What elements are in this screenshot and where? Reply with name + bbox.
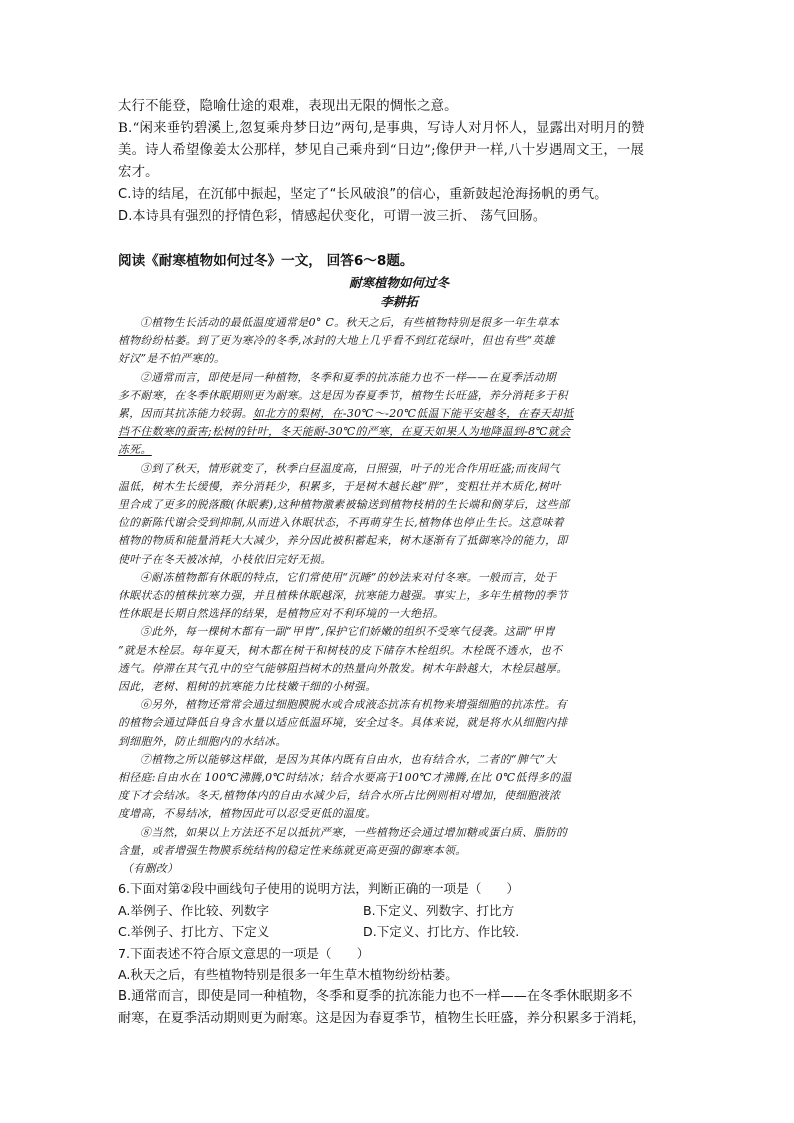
questions bbox=[118, 878, 680, 1030]
question-6: 6.下面对第②段中画线句子使用的说明方法，判断正确的一项是（ ） bbox=[118, 881, 520, 897]
paragraph-6-line: ⑥另外，植物还常常会通过细胞膜脱水或合成液态抗冻有机物来增强细胞的抗冻性。有 bbox=[140, 698, 568, 712]
paragraph-3-line: 植物的物质和能量消耗大大减少，养分因此被积蓄起来，树木逐渐有了抵御寒冷的能力，即 bbox=[118, 534, 568, 548]
underlined-sentence: 挡不住数寒的蚕害;松树的针叶，冬天能耐-30℃的严寒，在夏天如果人为地降温到-8℃就会 bbox=[118, 425, 571, 439]
question-6-option-d: D.下定义、打比方、作比较. bbox=[363, 924, 520, 940]
option-b-line3: 宏才。 bbox=[118, 165, 159, 180]
paragraph-1-line: 植物纷纷枯萎。到了更为寒冷的冬季,冰封的大地上几乎看不到红花绿叶，但也有些“英雄 bbox=[118, 334, 555, 348]
paragraph-4-line: ④耐冻植物都有休眠的特点，它们常使用“沉睡”的妙法来对付冬寒。一般而言，处于 bbox=[140, 570, 557, 584]
paragraph-3-line: 里合成了更多的脱落酸(休眠素),这种植物激素被输送到植物枝梢的生长端和侧芽后，这些部 bbox=[118, 498, 570, 512]
paragraph-2-text: 累，因而其抗冻能力较弱。 bbox=[118, 407, 253, 421]
previous-question-options bbox=[118, 96, 680, 228]
paragraph-7-line: ⑦植物之所以能够这样做，是因为其体内既有自由水，也有结合水，二者的“脾气”大 bbox=[140, 752, 557, 766]
option-b-line2: 美。诗人希望像姜太公那样，梦见自己乘舟到“日边”;像伊尹一样,八十岁遇周文王，一展 bbox=[118, 143, 645, 158]
paragraph-7-line: 度下才会结冰。冬天,植物体内的自由水减少后，结合水所占比例则相对增加，使细胞液浓 bbox=[118, 789, 561, 803]
paragraph-8-line: ⑧当然，如果以上方法还不足以抵抗严寒，一些植物还会通过增加糖或蛋白质、脂肪的 bbox=[140, 825, 568, 839]
paragraph-7-line: 相径庭:自由水在 100℃沸腾,0℃时结冰；结合水要高于100℃才沸腾,在比 0℃低得多的温 bbox=[118, 771, 572, 785]
exam-page bbox=[118, 96, 680, 1030]
question-6-option-b: B.下定义、列数字、打比方 bbox=[363, 902, 515, 918]
article-body bbox=[118, 314, 680, 878]
question-7-option-a: A.秋天之后，有些植物特别是很多一年生草木植物纷纷枯萎。 bbox=[118, 967, 458, 983]
paragraph-3-line: 位的新陈代谢会受到抑制,从而进入休眠状态，不再萌芽生长,植物体也停止生长。这意味着 bbox=[118, 516, 565, 530]
reading-instruction: 阅读《耐寒植物如何过冬》一文， 回答6～8题。 bbox=[118, 253, 414, 269]
option-b-line1: B.“闲来垂钓碧溪上,忽复乘舟梦日边”两句,是事典，写诗人对月怀人，显露出对明月的赞 bbox=[118, 121, 645, 136]
paragraph-4-line: 性休眠是长期自然选择的结果，是植物应对不利环境的一大绝招。 bbox=[118, 607, 444, 621]
paragraph-3-line: 使叶子在冬天被冰掉，小枝依旧完好无损。 bbox=[118, 552, 332, 566]
paragraph-3-line: ③到了秋天，情形就变了，秋季白昼温度高，日照强，叶子的光合作用旺盛;而夜间气 bbox=[140, 461, 560, 475]
question-6-option-a: A.举例子、作比较、列数字 bbox=[118, 902, 269, 918]
paragraph-5-line: ⑤此外，每一棵树木都有一副“甲胄”,保护它们娇嫩的组织不受寒气侵袭。这副“甲胄 bbox=[140, 625, 555, 639]
paragraph-3-line: 温低，树木生长缓慢，养分消耗少，积累多，于是树木越长越“胖”，变粗壮并木质化,树叶 bbox=[118, 479, 561, 493]
paragraph-2-line bbox=[118, 405, 680, 423]
question-6-options-row bbox=[118, 921, 680, 943]
paragraph-6-line: 的植物会通过降低自身含水量以适应低温环境，安全过冬。具体来说，就是将水从细胞内排 bbox=[118, 716, 568, 730]
paragraph-2-line: 多不耐寒，在冬季休眠期则更为耐寒。这是因为春夏季节，植物生长旺盛，养分消耗多于积 bbox=[118, 388, 568, 402]
paragraph-5-line: ”就是木栓层。每年夏天，树木都在树干和树枝的皮下储存木栓组织。木栓既不透水，也不 bbox=[118, 643, 563, 657]
question-7: 7.下面表述不符合原文意思的一项是（ ） bbox=[118, 945, 370, 961]
paragraph-7-line: 度增高，不易结冰，植物因此可以忍受更低的温度。 bbox=[118, 807, 377, 821]
article-author: 李耕拓 bbox=[380, 294, 418, 309]
question-7-option-b-line1: B.通常而言，即使是同一种植物，冬季和夏季的抗冻能力也不一样——在冬季休眠期多不 bbox=[118, 988, 633, 1004]
option-c: C.诗的结尾，在沉郁中振起，坚定了“长风破浪”的信心，重新鼓起沧海扬帆的勇气。 bbox=[118, 187, 608, 202]
underlined-sentence: 冻死。 bbox=[118, 443, 152, 457]
paragraph-6-line: 到细胞外，防止细胞内的水结冰。 bbox=[118, 734, 287, 748]
question-7-option-b-line2: 耐寒，在夏季活动期则更为耐寒。这是因为春夏季节，植物生长旺盛，养分积累多于消耗， bbox=[118, 1010, 646, 1026]
paragraph-5-line: 透气。停滞在其气孔中的空气能够阻挡树木的热量向外散发。树木年龄越大，木栓层越厚。 bbox=[118, 661, 568, 675]
paragraph-1-line: 好汉”是不怕严寒的。 bbox=[118, 352, 226, 366]
article-title: 耐寒植物如何过冬 bbox=[348, 275, 449, 290]
underlined-sentence: 如北方的梨树，在-30℃～-20℃低温下能平安越冬，在春天却抵 bbox=[252, 407, 574, 421]
question-6-option-c: C.举例子、打比方、下定义 bbox=[118, 924, 270, 940]
paragraph-5-line: 因此，老树、粗树的抗寒能力比枝嫩干细的小树强。 bbox=[118, 680, 377, 694]
question-6-options-row bbox=[118, 900, 680, 922]
option-a-continuation: 太行不能登，隐喻仕途的艰难，表现出无限的惆怅之意。 bbox=[118, 99, 458, 114]
paragraph-2-line bbox=[118, 441, 680, 459]
paragraph-1-line: ①植物生长活动的最低温度通常是0° C。秋天之后，有些植物特别是很多一年生草本 bbox=[140, 316, 559, 329]
paragraph-4-line: 休眠状态的植株抗寒力强，并且植株休眠越深，抗寒能力越强。事实上，多年生植物的季节 bbox=[118, 589, 568, 603]
paragraph-2-line: ②通常而言，即使是同一种植物，冬季和夏季的抗冻能力也不一样——在夏季活动期 bbox=[140, 370, 556, 384]
option-d: D.本诗具有强烈的抒情色彩，情感起伏变化，可谓一波三折、 荡气回肠。 bbox=[118, 209, 547, 224]
paragraph-8-line: 含量，或者增强生物膜系统结构的稳定性来练就更高更强的御寒本领。 bbox=[118, 843, 467, 857]
source-note: （有删改） bbox=[122, 862, 179, 876]
